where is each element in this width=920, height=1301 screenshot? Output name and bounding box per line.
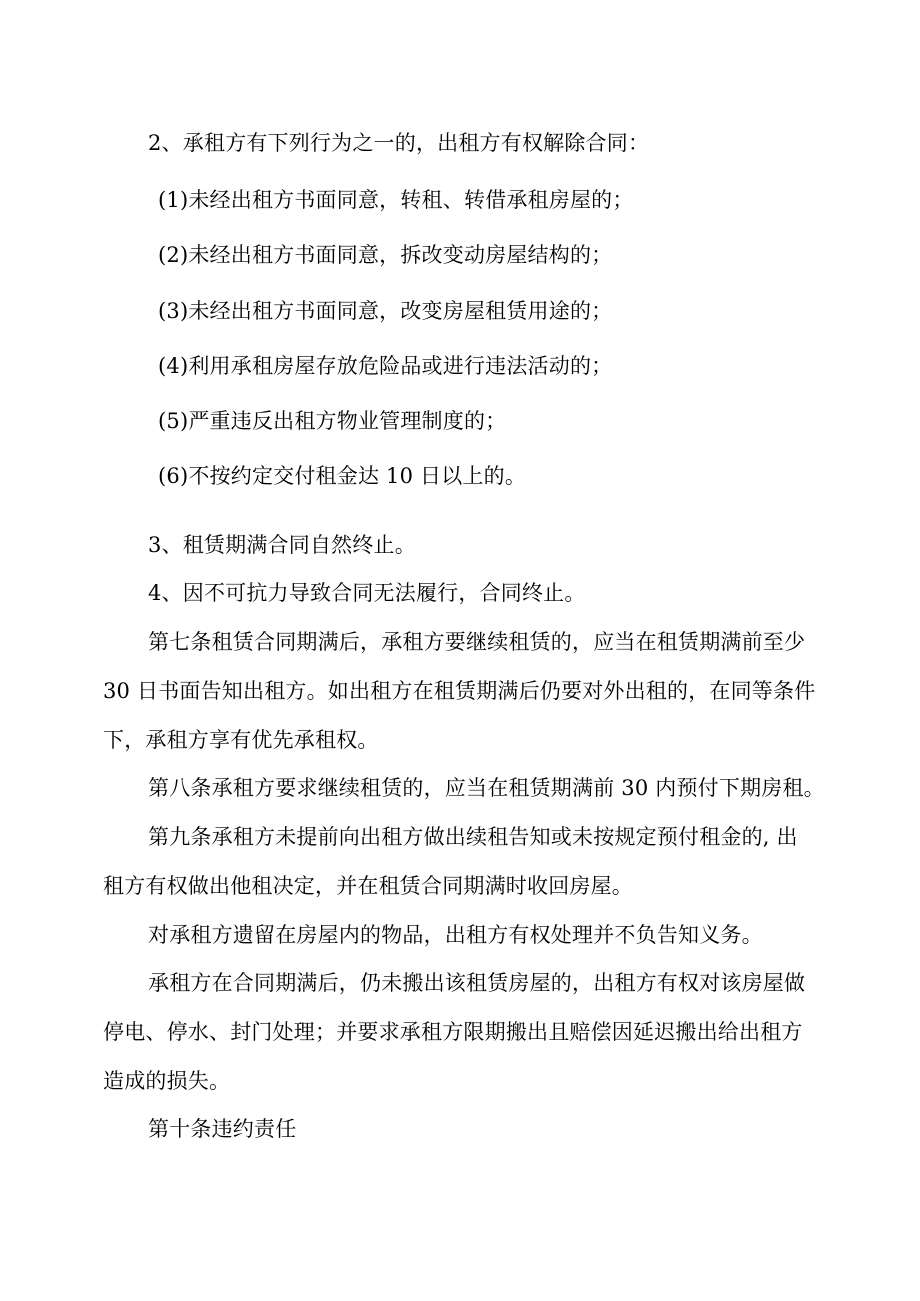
clause-4: 4、因不可抗力导致合同无法履行，合同终止。 — [148, 581, 586, 605]
article-9-para-3-line-2: 停电、停水、封门处理；并要求承租方限期搬出且赔偿因延迟搬出给出租方 — [103, 1020, 803, 1044]
clause-2-heading: 2、承租方有下列行为之一的，出租方有权解除合同： — [148, 131, 650, 155]
article-9-para-2: 对承租方遗留在房屋内的物品，出租方有权处理并不负告知义务。 — [148, 923, 763, 947]
clause-2-item-4: (4)利用承租房屋存放危险品或进行违法活动的； — [158, 354, 613, 378]
article-9-line-1: 第九条承租方未提前向出租方做出续租告知或未按规定预付租金的, 出 — [148, 825, 798, 849]
article-9-para-3-line-3: 造成的损失。 — [103, 1069, 231, 1093]
clause-2-item-2: (2)未经出租方书面同意，拆改变动房屋结构的； — [158, 243, 613, 267]
article-9-line-2: 租方有权做出他租决定，并在租赁合同期满时收回房屋。 — [103, 874, 633, 898]
clause-3: 3、租赁期满合同自然终止。 — [148, 533, 416, 557]
article-8: 第八条承租方要求继续租赁的，应当在租赁期满前 30 内预付下期房租。 — [148, 776, 825, 800]
article-7-line-3: 下，承租方享有优先承租权。 — [103, 728, 379, 752]
clause-2-item-3: (3)未经出租方书面同意，改变房屋租赁用途的； — [158, 299, 613, 323]
clause-2-item-1: (1)未经出租方书面同意，转租、转借承租房屋的； — [158, 188, 634, 212]
article-10-heading: 第十条违约责任 — [148, 1117, 297, 1141]
clause-2-item-6: (6)不按约定交付租金达 10 日以上的。 — [158, 464, 527, 488]
article-7-line-1: 第七条租赁合同期满后，承租方要继续租赁的，应当在租赁期满前至少 — [148, 630, 806, 654]
clause-2-item-5: (5)严重违反出租方物业管理制度的； — [158, 409, 507, 433]
article-7-line-2: 30 日书面告知出租方。如出租方在租赁期满后仍要对外出租的，在同等条件 — [103, 679, 816, 703]
article-9-para-3-line-1: 承租方在合同期满后，仍未搬出该租赁房屋的，出租方有权对该房屋做 — [148, 971, 806, 995]
